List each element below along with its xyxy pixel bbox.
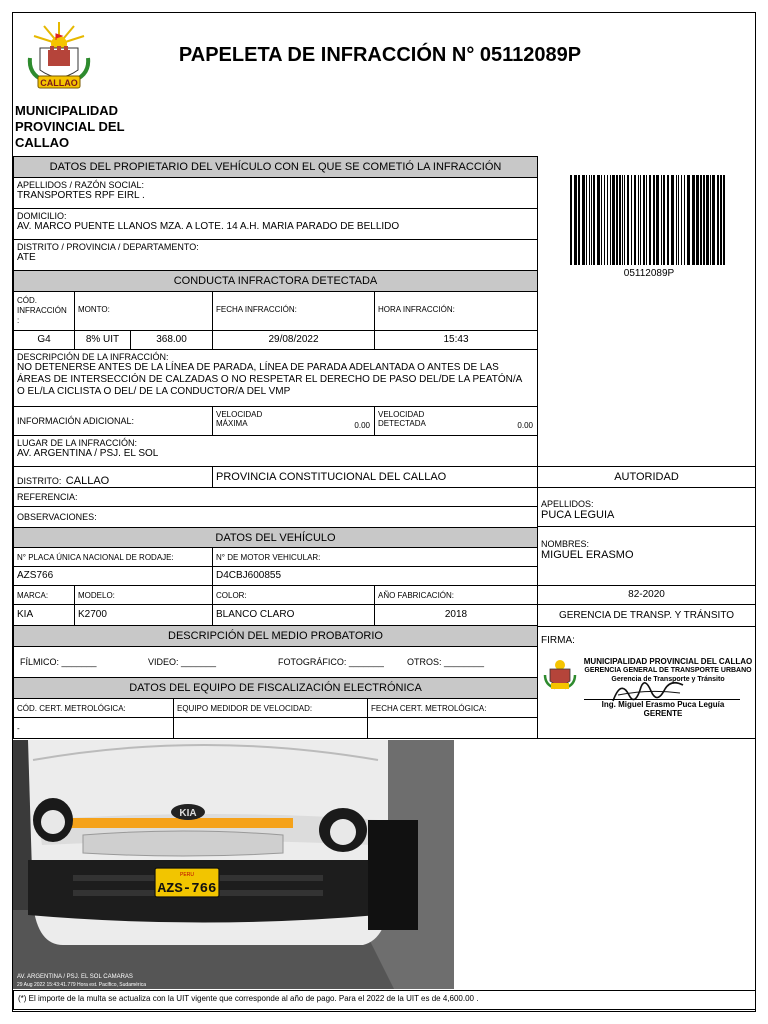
place-label: LUGAR DE LA INFRACCIÓN: xyxy=(17,438,138,448)
barcode-bar xyxy=(616,175,618,265)
barcode-bar xyxy=(667,175,669,265)
barcode-bar xyxy=(661,175,662,265)
barcode-bar xyxy=(589,175,590,265)
barcode-bar xyxy=(687,175,690,265)
authority-names-value: MIGUEL ERASMO xyxy=(541,549,634,561)
detected-speed-label-2: DETECTADA xyxy=(378,419,426,428)
code-label-cell xyxy=(13,291,75,331)
amount-value: 368.00 xyxy=(130,330,213,350)
reference-label: REFERENCIA: xyxy=(17,492,78,502)
detected-speed-label-1: VELOCIDAD xyxy=(378,410,425,419)
barcode-bar xyxy=(604,175,605,265)
speed-device-value-cell xyxy=(173,717,368,739)
barcode-bar xyxy=(634,175,636,265)
svg-text:KIA: KIA xyxy=(179,808,197,819)
barcode-number: 05112089P xyxy=(623,268,675,279)
barcode-bar xyxy=(656,175,659,265)
color-label: COLOR: xyxy=(216,591,247,600)
owner-surname-cell xyxy=(13,177,538,209)
barcode-bar xyxy=(720,175,722,265)
description-label: DESCRIPCIÓN DE LA INFRACCIÓN: xyxy=(17,352,169,362)
signature-cell xyxy=(537,626,756,739)
cert-code-label: CÓD. CERT. METROLÓGICA: xyxy=(17,704,126,713)
date-label: FECHA INFRACCIÓN: xyxy=(216,305,297,314)
owner-address-value: AV. MARCO PUENTE LLANOS MZA. A LOTE. 14 A.H. MARIA PARADO DE BELLIDO xyxy=(17,221,400,232)
description-value: NO DETENERSE ANTES DE LA LÍNEA DE PARADA, LÍNEA DE PARADA ADELANTADA O ANTES DE LAS ÁREAS DE INTERSECCIÓN DE CALZADAS O NO RESPETAR EL DERECHO DE PASO DEL/DE LA PEATÓN/A O EL/LA CICLISTA O DEL/ DE LA CONDUCTOR/A DEL VMP xyxy=(17,362,522,397)
cert-code-value-cell xyxy=(13,717,174,739)
amount-label: MONTO: xyxy=(78,305,110,314)
plate-label-cell xyxy=(13,547,213,567)
barcode-bar xyxy=(640,175,641,265)
barcode-bar xyxy=(646,175,647,265)
cert-date-label: FECHA CERT. METROLÓGICA: xyxy=(371,704,487,713)
barcode-bar xyxy=(627,175,629,265)
barcode-bar xyxy=(574,175,577,265)
barcode-bar xyxy=(593,175,595,265)
year-value: 2018 xyxy=(374,604,538,626)
barcode-bar xyxy=(638,175,639,265)
barcode-bar xyxy=(681,175,682,265)
owner-address-label: DOMICILIO: xyxy=(17,211,67,221)
logo-text: CALLAO xyxy=(40,78,78,88)
date-value: 29/08/2022 xyxy=(212,330,375,350)
engine-label-cell xyxy=(212,547,538,567)
orange-stripe xyxy=(58,818,293,828)
additional-info-cell xyxy=(13,406,213,436)
owner-address-cell xyxy=(13,208,538,240)
max-speed-label-2: MÁXIMA xyxy=(216,419,248,428)
authority-office-value: GERENCIA DE TRANSP. Y TRÁNSITO xyxy=(537,604,756,627)
speed-device-label-cell xyxy=(173,698,368,718)
district-cell xyxy=(13,466,213,488)
code-value: G4 xyxy=(13,330,75,350)
cert-code-label-cell xyxy=(13,698,174,718)
barcode-bar xyxy=(591,175,592,265)
barcode-bar xyxy=(610,175,611,265)
authority-code-value: 82-2020 xyxy=(537,585,756,605)
signer-name: Ing. Miguel Erasmo Puca Leguía xyxy=(601,700,725,709)
signer-block xyxy=(578,700,748,718)
color-value: BLANCO CLARO xyxy=(212,604,375,626)
callao-coat-of-arms xyxy=(26,18,92,94)
brand-label-cell xyxy=(13,585,75,605)
district-label: DISTRITO: xyxy=(17,476,62,486)
evidence-video: VIDEO: _______ xyxy=(148,657,217,667)
date-label-cell xyxy=(212,291,375,331)
owner-district-value: ATE xyxy=(17,252,36,263)
barcode-bar xyxy=(671,175,674,265)
time-label: HORA INFRACCIÓN: xyxy=(378,305,455,314)
owner-surname-label: APELLIDOS / RAZÓN SOCIAL: xyxy=(17,180,145,190)
amount-label-cell xyxy=(74,291,213,331)
svg-text:29 Aug 2022 15:43:41.779 Hora: 29 Aug 2022 15:43:41.779 Hora est. Pacífico, Sudamérica xyxy=(17,982,146,988)
code-label: CÓD. INFRACCIÓN : xyxy=(17,296,67,325)
barcode-bar xyxy=(570,175,572,265)
barcode-bar xyxy=(601,175,602,265)
municipality-name: MUNICIPALIDAD PROVINCIAL DEL CALLAO xyxy=(15,103,125,150)
barcode-bar xyxy=(678,175,679,265)
additional-info-label: INFORMACIÓN ADICIONAL: xyxy=(17,416,135,426)
evidence-filmic: FÍLMICO: _______ xyxy=(20,657,97,667)
barcode-bar xyxy=(684,175,685,265)
year-label: AÑO FABRICACIÓN: xyxy=(378,591,455,600)
svg-text:PERU: PERU xyxy=(180,872,194,878)
barcode-bar xyxy=(663,175,665,265)
evidence-others: OTROS: ________ xyxy=(407,657,485,667)
plate-value: AZS766 xyxy=(13,566,213,586)
barcode-bar xyxy=(612,175,615,265)
brand-value: KIA xyxy=(13,604,75,626)
color-label-cell xyxy=(212,585,375,605)
authority-surname-value: PUCA LEGUIA xyxy=(541,509,615,521)
svg-text:AZS-766: AZS-766 xyxy=(157,881,217,897)
observations-label: OBSERVACIONES: xyxy=(17,512,97,522)
model-label: MODELO: xyxy=(78,591,115,600)
evidence-section-header: DESCRIPCIÓN DEL MEDIO PROBATORIO xyxy=(13,625,538,647)
barcode-bar xyxy=(712,175,715,265)
uit-value: 8% UIT xyxy=(74,330,131,350)
barcode-bar xyxy=(643,175,645,265)
place-value: AV. ARGENTINA / PSJ. EL SOL xyxy=(17,448,159,459)
barcode-bar xyxy=(723,175,725,265)
barcode-bar xyxy=(619,175,621,265)
evidence-photo xyxy=(13,740,454,989)
page-title: PAPELETA DE INFRACCIÓN N° 05112089P xyxy=(178,44,582,66)
barcode-bar xyxy=(696,175,699,265)
barcode-bar xyxy=(676,175,677,265)
speed-device-label: EQUIPO MEDIDOR DE VELOCIDAD: xyxy=(177,704,313,713)
barcode-bar xyxy=(700,175,702,265)
stamp-line-1: MUNICIPALIDAD PROVINCIAL DEL CALLAO xyxy=(583,657,753,666)
place-cell xyxy=(13,435,538,467)
barcode-bar xyxy=(624,175,625,265)
vehicle-section-header: DATOS DEL VEHÍCULO xyxy=(13,527,538,548)
year-label-cell xyxy=(374,585,538,605)
stamp-line-2: GERENCIA GENERAL DE TRANSPORTE URBANO xyxy=(584,667,752,674)
evidence-row xyxy=(13,646,538,678)
district-value: CALLAO xyxy=(65,475,110,487)
owner-section-header: DATOS DEL PROPIETARIO DEL VEHÍCULO CON EL QUE SE COMETIÓ LA INFRACCIÓN xyxy=(13,156,538,178)
barcode-bar xyxy=(706,175,709,265)
equipment-section-header: DATOS DEL EQUIPO DE FISCALIZACIÓN ELECTRÓNICA xyxy=(13,677,538,699)
engine-value: D4CBJ600855 xyxy=(212,566,538,586)
stamp-line-3: Gerencia de Transporte y Tránsito xyxy=(611,676,725,683)
authority-header: AUTORIDAD xyxy=(537,466,756,488)
barcode-bar xyxy=(631,175,632,265)
barcode-bar xyxy=(692,175,695,265)
detected-speed-cell xyxy=(374,406,538,436)
barcode-bar xyxy=(622,175,623,265)
description-cell xyxy=(13,349,538,407)
owner-surname-value: TRANSPORTES RPF EIRL . xyxy=(17,190,145,201)
conduct-section-header: CONDUCTA INFRACTORA DETECTADA xyxy=(13,270,538,292)
cert-code-value: - xyxy=(17,724,20,733)
barcode-bar xyxy=(649,175,651,265)
authority-surname-label: APELLIDOS: xyxy=(541,499,594,509)
max-speed-cell xyxy=(212,406,375,436)
barcode-bar xyxy=(597,175,600,265)
cert-date-label-cell xyxy=(367,698,538,718)
max-speed-label-1: VELOCIDAD xyxy=(216,410,263,419)
authority-names-label: NOMBRES: xyxy=(541,539,590,549)
observations-cell xyxy=(13,506,538,528)
plate-label: N° PLACA ÚNICA NACIONAL DE RODAJE: xyxy=(17,553,174,562)
evidence-photo: FOTOGRÁFICO: _______ xyxy=(278,657,384,667)
detected-speed-value: 0.00 xyxy=(517,421,533,430)
svg-text:AV. ARGENTINA / PSJ. EL SOL CA: AV. ARGENTINA / PSJ. EL SOL CAMARAS xyxy=(17,974,133,980)
barcode xyxy=(566,175,732,265)
model-label-cell xyxy=(74,585,213,605)
signer-role: GERENTE xyxy=(643,709,683,718)
owner-district-cell xyxy=(13,239,538,271)
max-speed-value: 0.00 xyxy=(354,421,370,430)
engine-label: N° DE MOTOR VEHICULAR: xyxy=(216,553,321,562)
reference-cell xyxy=(13,487,538,507)
barcode-bar xyxy=(586,175,587,265)
barcode-bar xyxy=(607,175,608,265)
barcode-bar xyxy=(710,175,711,265)
barcode-bar xyxy=(578,175,580,265)
time-value: 15:43 xyxy=(374,330,538,350)
barcode-bar xyxy=(717,175,719,265)
authority-surname-cell xyxy=(537,487,756,527)
cert-date-value-cell xyxy=(367,717,538,739)
footer-note: (*) El importe de la multa se actualiza con la UIT vigente que corresponde al año de pago. Para el 2022 de la UIT es de 4,600.00 . xyxy=(13,990,756,1010)
barcode-bar xyxy=(703,175,705,265)
owner-district-label: DISTRITO / PROVINCIA / DEPARTAMENTO: xyxy=(17,242,199,252)
province-value: PROVINCIA CONSTITUCIONAL DEL CALLAO xyxy=(212,466,538,488)
barcode-bar xyxy=(582,175,585,265)
brand-label: MARCA: xyxy=(17,591,49,600)
time-label-cell xyxy=(374,291,538,331)
stamp-logo xyxy=(542,655,578,691)
authority-names-cell xyxy=(537,526,756,586)
model-value: K2700 xyxy=(74,604,213,626)
barcode-bar xyxy=(653,175,655,265)
signature-label: FIRMA: xyxy=(541,635,575,646)
